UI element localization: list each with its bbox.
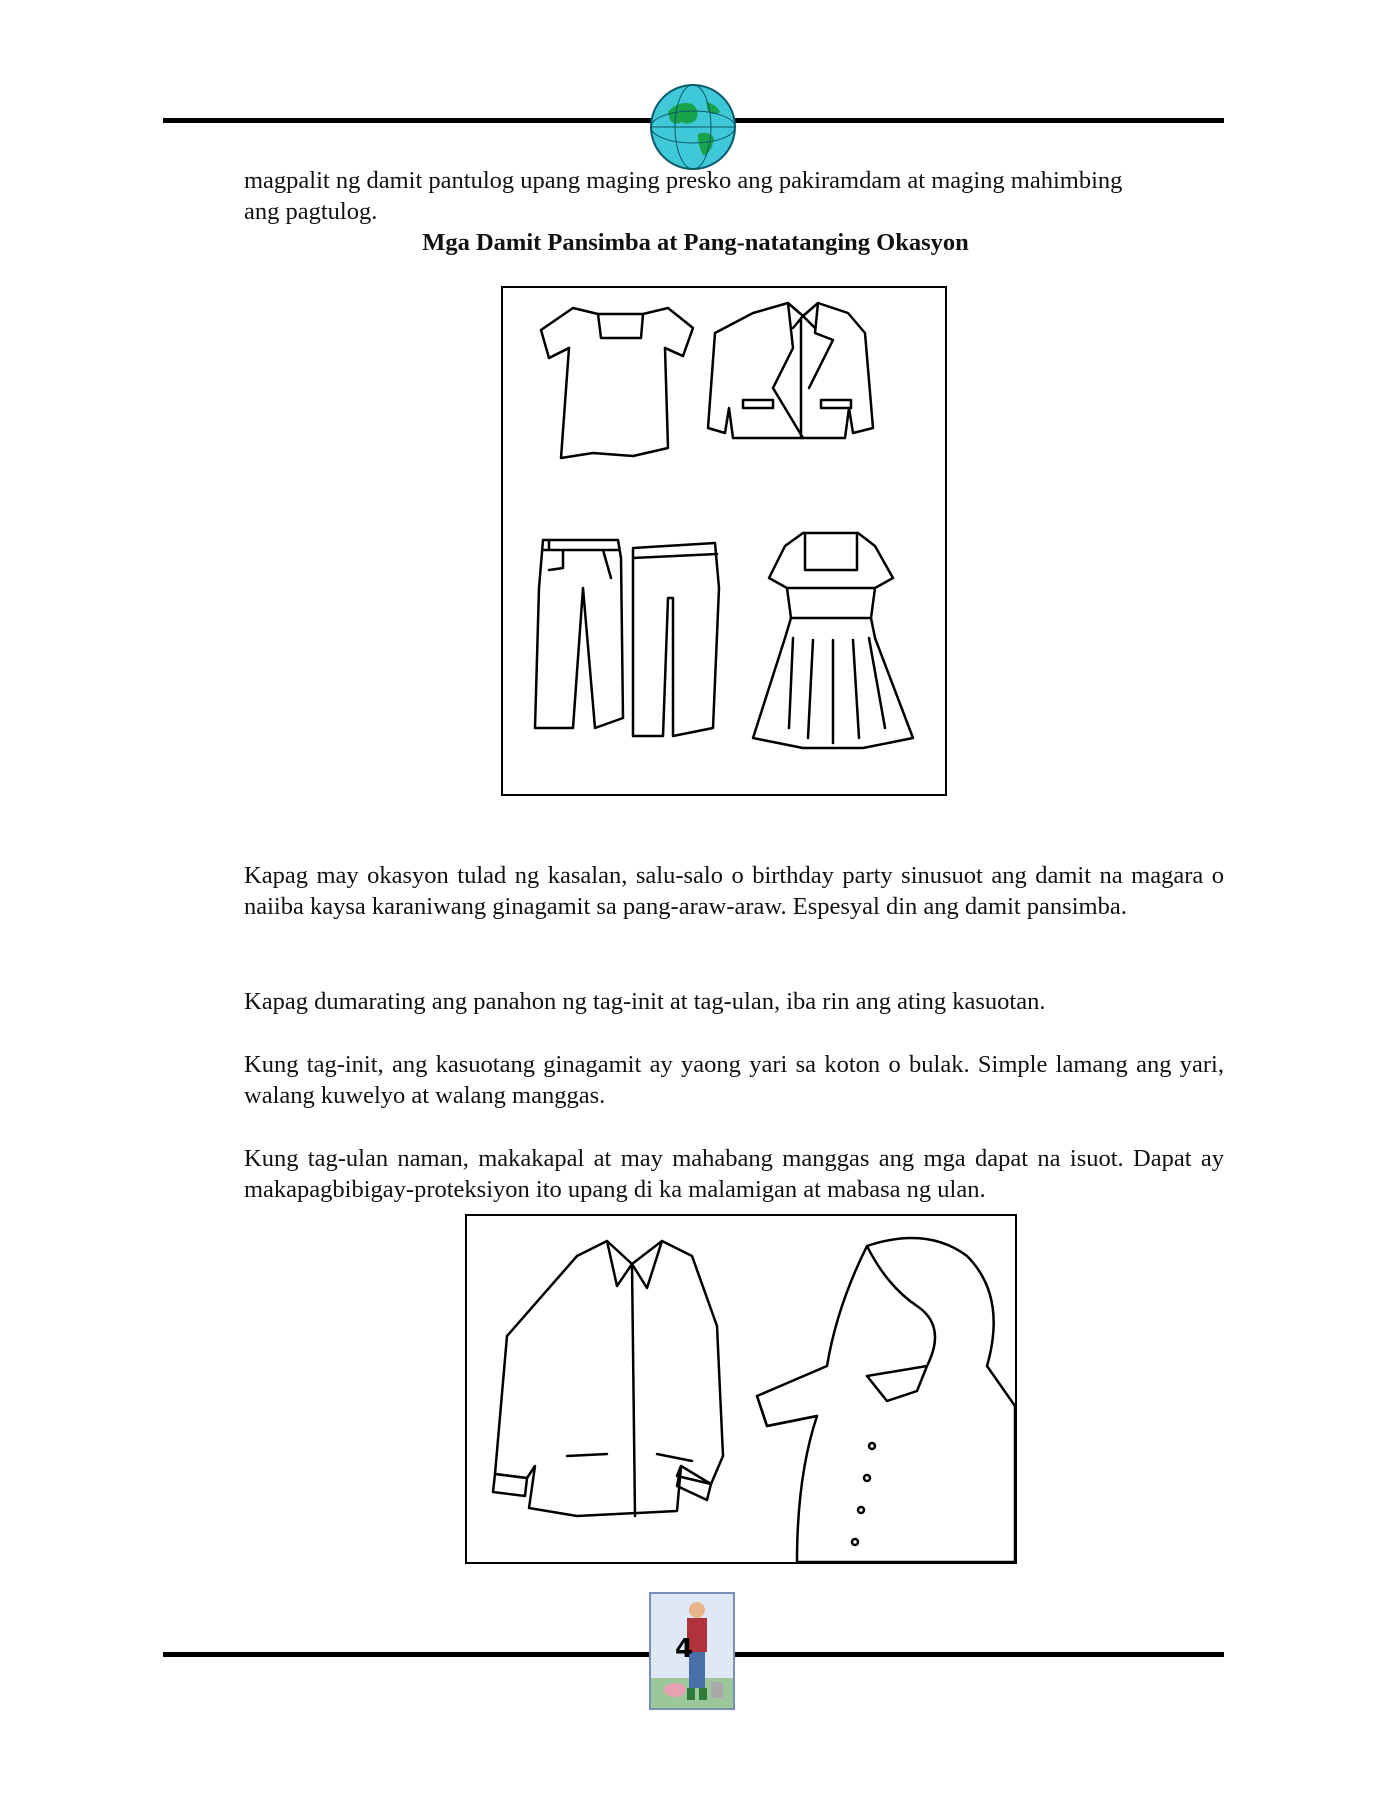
trousers-drawing	[633, 543, 719, 736]
taginit-paragraph: Kung tag-init, ang kasuotang ginagamit ay yaong yari sa koton o bulak. Simple lamang ang yari, walang kuwelyo at walang manggas.	[244, 1051, 1224, 1109]
special-clothes-illustration	[501, 286, 947, 796]
jacket-drawing	[495, 1241, 723, 1516]
rainy-clothes-illustration	[465, 1214, 1017, 1564]
page-number: 4	[675, 1634, 694, 1664]
intro-paragraph-line2: ang pagtulog.	[244, 198, 378, 225]
page-number-badge	[649, 1592, 735, 1710]
blouse-drawing	[541, 308, 693, 458]
okasyon-paragraph: Kapag may okasyon tulad ng kasalan, salu-salo o birthday party sinusuot ang damit na magara o naiiba kaysa karaniwang ginagamit sa pang-araw-araw. Espesyal din ang damit pansimba.	[244, 862, 1224, 920]
jeans-drawing	[535, 540, 623, 728]
panahon-paragraph: Kapag dumarating ang panahon ng tag-init at tag-ulan, iba rin ang ating kasuotan.	[244, 988, 1046, 1015]
intro-paragraph-line1: magpalit ng damit pantulog upang maging presko ang pakiramdam at maging mahimbing	[244, 167, 1123, 194]
tagulan-paragraph: Kung tag-ulan naman, makakapal at may mahabang manggas ang mga dapat na isuot. Dapat ay makapagbibigay-proteksiyon ito upang di ka malamigan at mabasa ng ulan.	[244, 1145, 1224, 1203]
section-heading: Mga Damit Pansimba at Pang-natatanging Okasyon	[422, 229, 969, 256]
globe-icon	[648, 82, 738, 172]
